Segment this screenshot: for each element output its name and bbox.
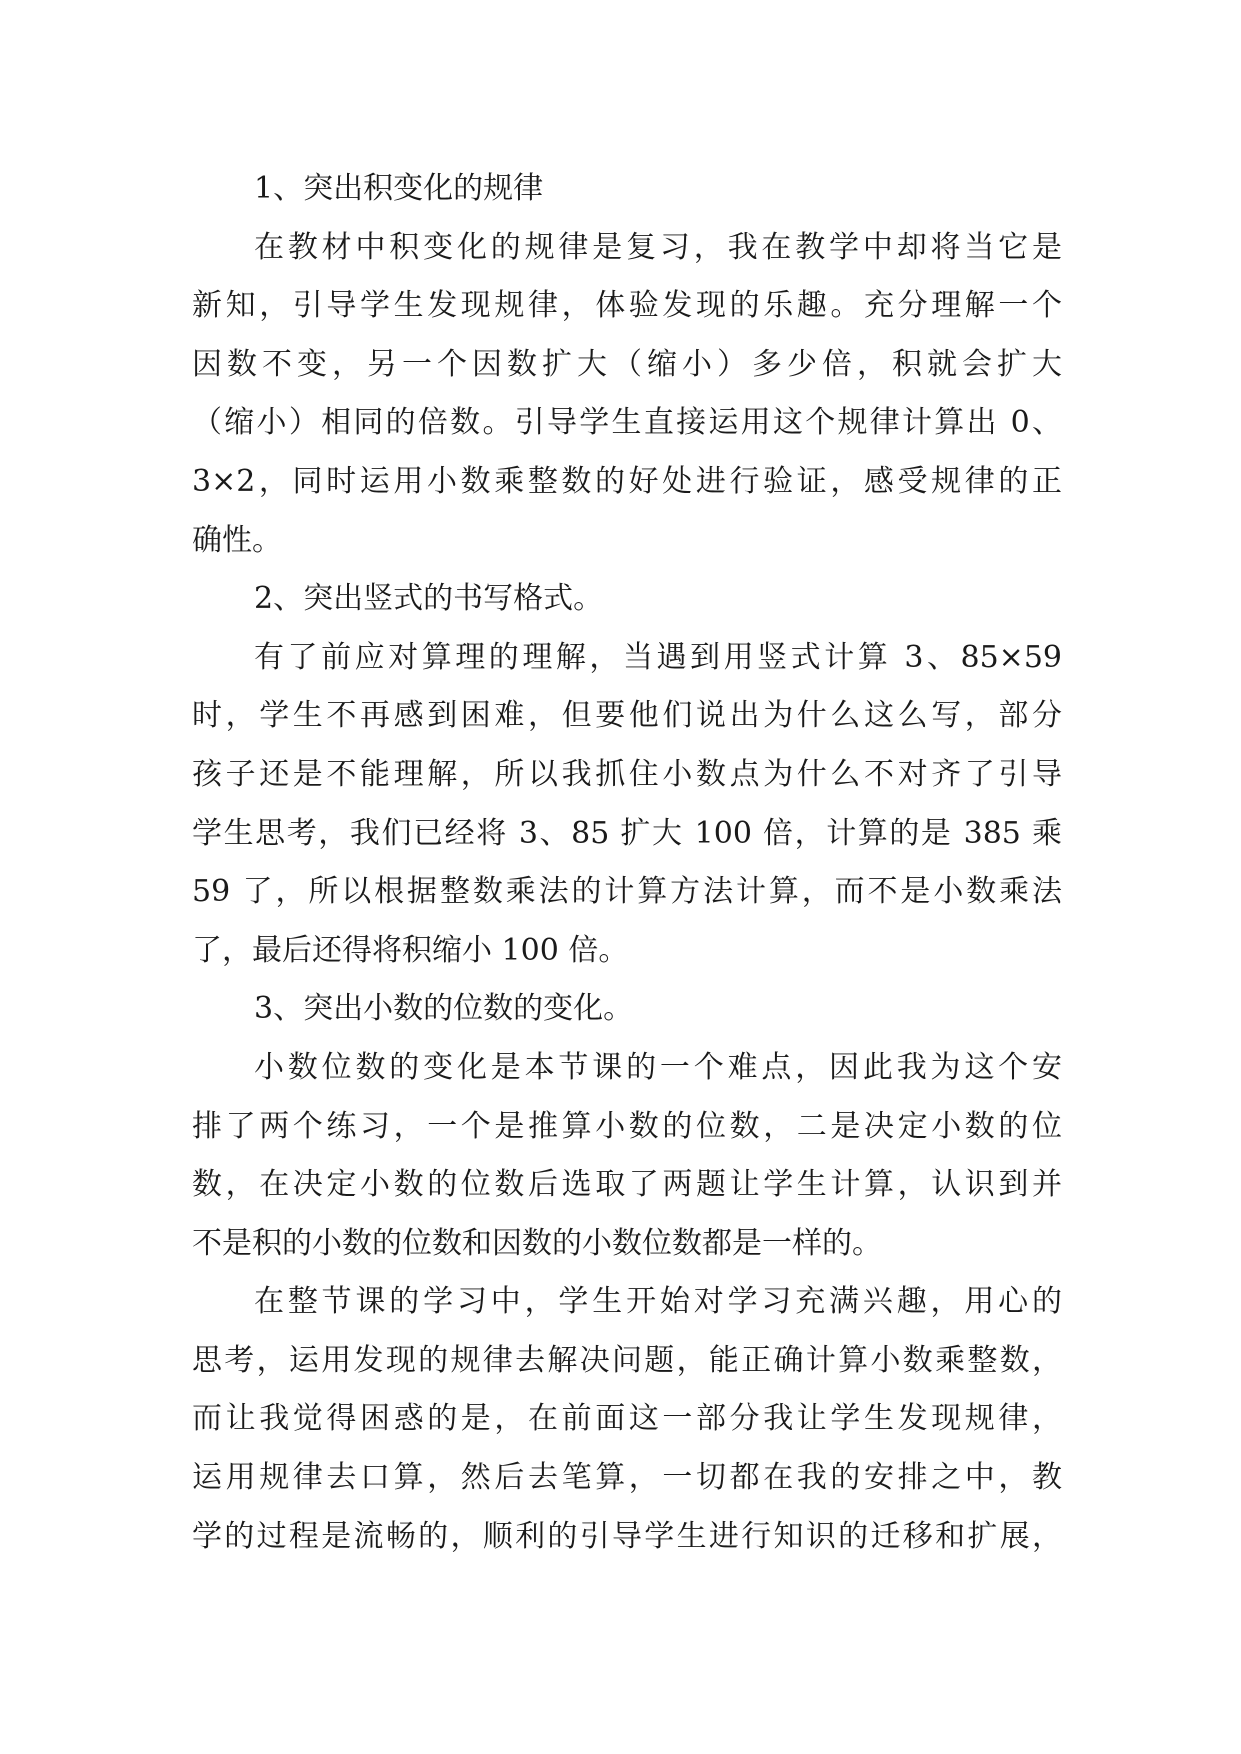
text-line: 排了两个练习，一个是推算小数的位数，二是决定小数的位	[192, 1108, 1062, 1144]
text-line: 在整节课的学习中，学生开始对学习充满兴趣，用心的	[254, 1284, 1062, 1320]
text-line: 在教材中积变化的规律是复习，我在教学中却将当它是	[254, 229, 1062, 265]
text-line: 因数不变，另一个因数扩大（缩小）多少倍，积就会扩大	[192, 346, 1062, 382]
document-body	[192, 160, 1062, 1566]
text-line: 新知，引导学生发现规律，体验发现的乐趣。充分理解一个	[192, 288, 1062, 324]
text-line: 2、突出竖式的书写格式。	[254, 581, 604, 617]
text-line: 确性。	[192, 522, 282, 558]
text-line: 3×2，同时运用小数乘整数的好处进行验证，感受规律的正	[192, 463, 1062, 499]
text-line: 有了前应对算理的理解，当遇到用竖式计算 3、85×59	[254, 639, 1062, 675]
text-line: （缩小）相同的倍数。引导学生直接运用这个规律计算出 0、	[192, 405, 1062, 441]
text-line: 学的过程是流畅的，顺利的引导学生进行知识的迁移和扩展，	[192, 1518, 1062, 1554]
text-line: 而让我觉得困惑的是，在前面这一部分我让学生发现规律，	[192, 1401, 1062, 1437]
text-line: 小数位数的变化是本节课的一个难点，因此我为这个安	[254, 1049, 1062, 1085]
text-line: 3、突出小数的位数的变化。	[254, 991, 634, 1027]
text-line: 运用规律去口算，然后去笔算，一切都在我的安排之中，教	[192, 1460, 1062, 1496]
text-line: 了，最后还得将积缩小 100 倍。	[192, 932, 629, 968]
text-line: 时，学生不再感到困难，但要他们说出为什么这么写，部分	[192, 698, 1062, 734]
text-line: 思考，运用发现的规律去解决问题，能正确计算小数乘整数，	[192, 1342, 1062, 1378]
text-line: 不是积的小数的位数和因数的小数位数都是一样的。	[192, 1225, 882, 1261]
text-line: 学生思考，我们已经将 3、85 扩大 100 倍，计算的是 385 乘	[192, 815, 1062, 851]
text-line: 数，在决定小数的位数后选取了两题让学生计算，认识到并	[192, 1167, 1062, 1203]
text-line: 59 了，所以根据整数乘法的计算方法计算，而不是小数乘法	[192, 874, 1062, 910]
text-line: 1、突出积变化的规律	[254, 171, 544, 206]
text-line: 孩子还是不能理解，所以我抓住小数点为什么不对齐了引导	[192, 756, 1062, 792]
